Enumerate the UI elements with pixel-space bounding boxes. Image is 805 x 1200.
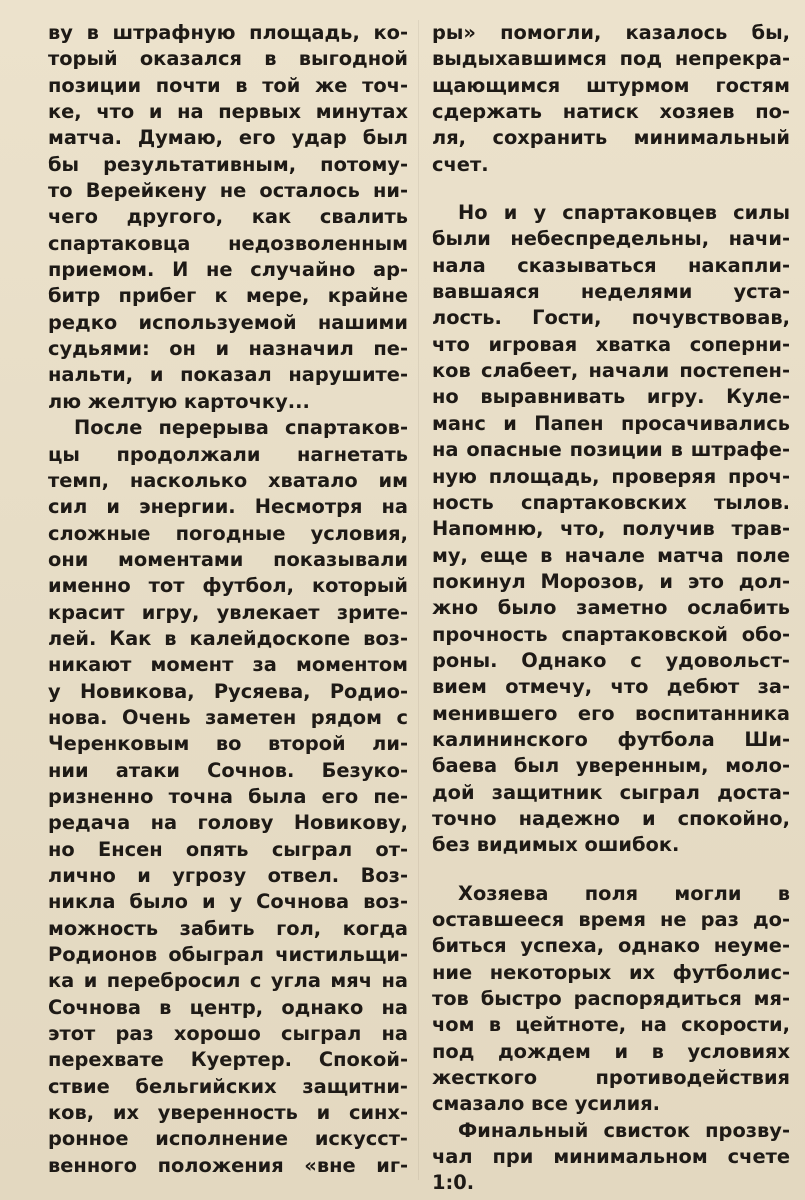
text-line: именно тот футбол, который <box>48 574 408 598</box>
text-line: сдержать натиск хозяев по- <box>432 100 790 124</box>
right-column <box>432 20 790 1197</box>
paragraph <box>432 200 790 859</box>
text-line: выдыхавшимся под непрекра- <box>432 47 790 71</box>
paragraph <box>432 20 790 178</box>
text-line: торый оказался в выгодной <box>48 47 408 71</box>
text-line: жесткого противодействия <box>432 1066 790 1090</box>
text-line: покинул Морозов, и это дол- <box>432 569 790 593</box>
text-line: редача на голову Новикову, <box>48 811 408 835</box>
text-line: После перерыва спартаков- <box>74 416 408 440</box>
text-line: но Енсен опять сыграл от- <box>48 837 408 861</box>
text-line: то Верейкену не осталось ни- <box>48 179 408 203</box>
text-line: лость. Гости, почувствовав, <box>432 306 790 330</box>
text-line: венного положения «вне иг- <box>48 1153 408 1177</box>
text-line: Черенковым во второй ли- <box>48 732 408 756</box>
text-line: вием отмечу, что дебют за- <box>432 675 790 699</box>
paragraph <box>432 881 790 1118</box>
text-line: ля, сохранить минимальный <box>432 126 790 150</box>
text-line: 1:0. <box>432 1171 475 1195</box>
text-line: Родионов обыграл чистильщи- <box>48 943 408 967</box>
text-line: сложные погодные условия, <box>48 521 408 545</box>
text-line: му, еще в начале матча поле <box>432 543 790 567</box>
text-line: красит игру, увлекает зрите- <box>48 600 408 624</box>
text-line: нова. Очень заметен рядом с <box>48 705 408 729</box>
text-line: ние некоторых их футболис- <box>432 960 790 984</box>
left-column <box>48 20 408 1179</box>
text-line: калининского футбола Ши- <box>432 727 790 751</box>
text-line: тов быстро распорядиться мя- <box>432 987 790 1011</box>
text-line: ризненно точна была его пе- <box>48 784 408 808</box>
text-line: темп, насколько хватало им <box>48 468 408 492</box>
text-line: ры» помогли, казалось бы, <box>432 21 790 44</box>
column-divider <box>418 20 419 1180</box>
text-line: были небеспредельны, начи- <box>432 227 790 251</box>
text-line: они моментами показывали <box>48 547 408 571</box>
paragraph <box>48 415 408 1179</box>
text-line: спартаковца недозволенным <box>48 231 408 255</box>
text-line: можность забить гол, когда <box>48 916 408 940</box>
text-line: баева был уверенным, моло- <box>432 754 790 778</box>
text-line: что игровая хватка соперни- <box>432 332 790 356</box>
text-line: лей. Как в калейдоскопе воз- <box>48 626 408 650</box>
text-line: Но и у спартаковцев силы <box>458 201 790 225</box>
text-line: ке, что и на первых минутах <box>48 100 408 124</box>
text-line: чего другого, как свалить <box>48 205 408 229</box>
text-line: редко используемой нашими <box>48 310 408 334</box>
text-line: этот раз хорошо сыграл на <box>48 1022 408 1046</box>
text-line: ву в штрафную площадь, ко- <box>48 21 408 44</box>
text-line: но выравнивать игру. Куле- <box>432 385 790 409</box>
text-line: чом в цейтноте, на скорости, <box>432 1013 790 1037</box>
text-line: нии атаки Сочнов. Безуко- <box>48 758 408 782</box>
text-line: манс и Папен просачивались <box>432 411 790 435</box>
text-line: нала сказываться накапли- <box>432 253 790 277</box>
text-line: цы продолжали нагнетать <box>48 442 408 466</box>
text-line: Хозяева поля могли в <box>458 881 790 905</box>
text-line: приемом. И не случайно ар- <box>48 258 408 282</box>
text-line: прочность спартаковской обо- <box>432 622 790 646</box>
text-line: биться успеха, однако неуме- <box>432 934 790 958</box>
text-line: чал при минимальном счете <box>432 1145 790 1169</box>
text-line: Финальный свисток прозву- <box>458 1118 790 1142</box>
text-line: Сочнова в центр, однако на <box>48 995 408 1019</box>
text-line: вавшаяся неделями уста- <box>432 280 790 304</box>
text-line: ность спартаковских тылов. <box>432 490 790 514</box>
text-line: лично и угрозу отвел. Воз- <box>48 864 408 887</box>
text-line: ков слабеет, начали постепен- <box>432 359 790 383</box>
text-line: без видимых ошибок. <box>432 833 680 857</box>
text-line: ную площадь, проверяя проч- <box>432 464 790 488</box>
text-line: на опасные позиции в штрафе- <box>432 438 790 462</box>
text-line: никла было и у Сочнова воз- <box>48 890 408 914</box>
text-line: оставшееся время не раз до- <box>432 908 790 931</box>
paragraph-gap <box>432 859 790 881</box>
text-line: щающимся штурмом гостям <box>432 73 790 97</box>
text-line: ронное исполнение искусст- <box>48 1127 408 1151</box>
text-line: матча. Думаю, его удар был <box>48 126 408 150</box>
text-line: битр прибег к мере, крайне <box>48 284 408 308</box>
text-line: дой защитник сыграл доста- <box>432 780 790 804</box>
text-line: Напомню, что, получив трав- <box>432 517 790 541</box>
text-line: ка и перебросил с угла мяч на <box>48 969 408 993</box>
text-line: бы результативным, потому- <box>48 152 408 176</box>
text-line: жно было заметно ослабить <box>432 596 790 620</box>
text-line: точно надежно и спокойно, <box>432 806 790 830</box>
text-line: лю желтую карточку... <box>48 389 310 413</box>
text-line: никают момент за моментом <box>48 653 408 677</box>
paragraph-gap <box>432 178 790 200</box>
text-line: счет. <box>432 152 489 176</box>
text-line: роны. Однако с удовольст- <box>432 648 790 672</box>
text-line: смазало все усилия. <box>432 1092 661 1116</box>
text-line: под дождем и в условиях <box>432 1039 790 1063</box>
paragraph <box>432 1118 790 1197</box>
text-line: нальти, и показал нарушите- <box>48 363 408 387</box>
text-line: позиции почти в той же точ- <box>48 73 408 97</box>
text-line: сил и энергии. Несмотря на <box>48 495 408 519</box>
text-line: судьями: он и назначил пе- <box>48 337 408 361</box>
text-line: менившего его воспитанника <box>432 701 790 725</box>
text-line: перехвате Куертер. Спокой- <box>48 1048 408 1072</box>
text-line: ствие бельгийских защитни- <box>48 1074 408 1098</box>
text-line: ков, их уверенность и синх- <box>48 1101 408 1125</box>
paragraph <box>48 20 408 415</box>
text-line: у Новикова, Русяева, Родио- <box>48 679 408 703</box>
